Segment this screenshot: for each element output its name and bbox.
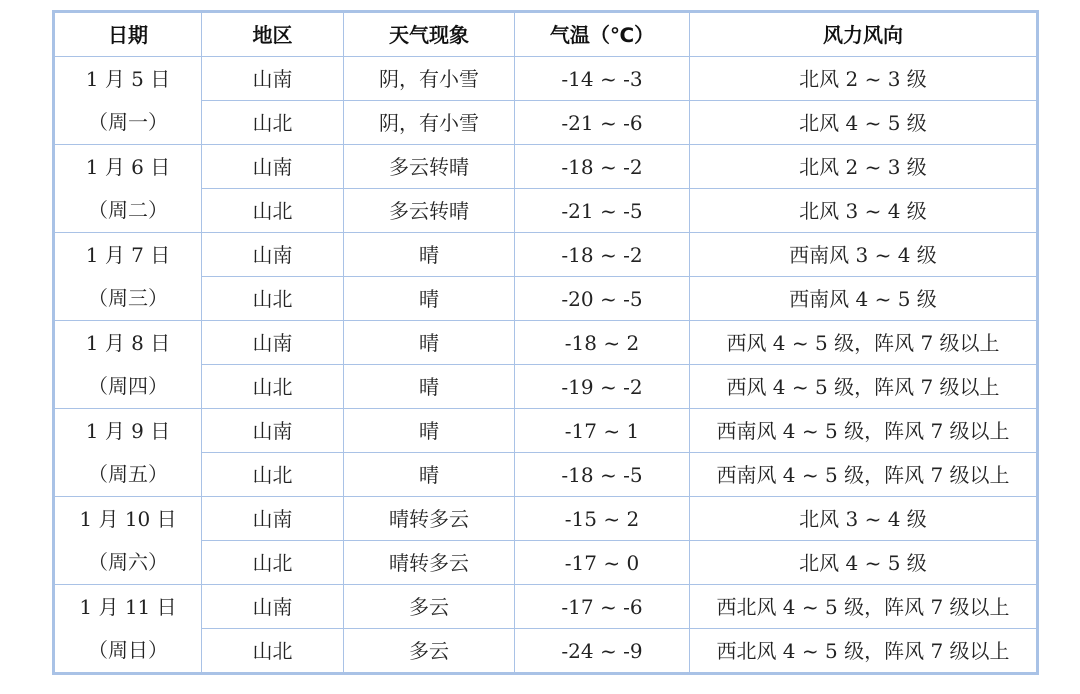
weather-forecast-table [52,10,1039,675]
weekday-label: （周一） [88,110,168,134]
table-row [54,233,1038,277]
weather-cell: 阴，有小雪 [344,57,515,101]
wind-cell: 西南风 3 ~ 4 级 [690,233,1038,277]
weekday-label: （周六） [88,550,168,574]
temperature-cell: -20 ~ -5 [515,277,690,321]
table-row [54,57,1038,101]
region-cell: 山北 [202,541,344,585]
temperature-cell: -18 ~ -5 [515,453,690,497]
weather-cell: 多云转晴 [344,145,515,189]
weather-cell: 多云转晴 [344,189,515,233]
date-stack [55,146,201,232]
date-stack [55,410,201,496]
region-cell: 山南 [202,497,344,541]
date-stack [55,498,201,584]
region-cell: 山北 [202,629,344,674]
region-cell: 山北 [202,189,344,233]
weather-cell: 晴 [344,233,515,277]
table-row [54,321,1038,365]
table-body [54,57,1038,674]
weather-cell: 多云 [344,585,515,629]
table-header-row [54,12,1038,57]
region-cell: 山南 [202,57,344,101]
table-row [54,629,1038,674]
header-temperature: 气温（℃） [515,12,690,57]
weather-cell: 阴，有小雪 [344,101,515,145]
region-cell: 山南 [202,409,344,453]
temperature-cell: -14 ~ -3 [515,57,690,101]
header-weather: 天气现象 [344,12,515,57]
date-stack [55,234,201,320]
temperature-cell: -18 ~ 2 [515,321,690,365]
weather-cell: 晴 [344,453,515,497]
weather-cell: 晴 [344,321,515,365]
temperature-cell: -15 ~ 2 [515,497,690,541]
date-cell [54,497,202,585]
temperature-cell: -19 ~ -2 [515,365,690,409]
temperature-cell: -24 ~ -9 [515,629,690,674]
table-row [54,101,1038,145]
date-cell [54,145,202,233]
table-row [54,497,1038,541]
date-cell [54,409,202,497]
wind-cell: 西风 4 ~ 5 级，阵风 7 级以上 [690,365,1038,409]
wind-cell: 北风 3 ~ 4 级 [690,189,1038,233]
weekday-label: （周五） [88,462,168,486]
wind-cell: 北风 3 ~ 4 级 [690,497,1038,541]
weather-cell: 多云 [344,629,515,674]
temperature-cell: -21 ~ -5 [515,189,690,233]
wind-cell: 西风 4 ~ 5 级，阵风 7 级以上 [690,321,1038,365]
header-wind: 风力风向 [690,12,1038,57]
temperature-cell: -21 ~ -6 [515,101,690,145]
date-stack [55,58,201,144]
table-row [54,453,1038,497]
region-cell: 山北 [202,277,344,321]
table-row [54,541,1038,585]
table-row [54,409,1038,453]
weather-cell: 晴 [344,365,515,409]
date-label: 1 月 9 日 [85,419,171,443]
wind-cell: 西南风 4 ~ 5 级，阵风 7 级以上 [690,409,1038,453]
wind-cell: 西南风 4 ~ 5 级，阵风 7 级以上 [690,453,1038,497]
region-cell: 山南 [202,145,344,189]
temperature-cell: -17 ~ 0 [515,541,690,585]
date-cell [54,321,202,409]
temperature-cell: -18 ~ -2 [515,145,690,189]
date-stack [55,586,201,672]
temperature-cell: -17 ~ -6 [515,585,690,629]
weekday-label: （周四） [88,374,168,398]
weather-cell: 晴 [344,277,515,321]
header-region: 地区 [202,12,344,57]
table-row [54,277,1038,321]
date-stack [55,322,201,408]
weather-cell: 晴 [344,409,515,453]
weekday-label: （周二） [88,198,168,222]
region-cell: 山南 [202,321,344,365]
temperature-cell: -17 ~ 1 [515,409,690,453]
date-label: 1 月 5 日 [85,67,171,91]
weather-cell: 晴转多云 [344,497,515,541]
wind-cell: 北风 4 ~ 5 级 [690,541,1038,585]
table-row [54,189,1038,233]
wind-cell: 西北风 4 ~ 5 级，阵风 7 级以上 [690,585,1038,629]
wind-cell: 北风 2 ~ 3 级 [690,145,1038,189]
table-row [54,585,1038,629]
region-cell: 山北 [202,453,344,497]
date-cell [54,233,202,321]
date-label: 1 月 10 日 [79,507,177,531]
region-cell: 山北 [202,101,344,145]
weekday-label: （周三） [88,286,168,310]
date-label: 1 月 11 日 [79,595,177,619]
weekday-label: （周日） [88,638,168,662]
forecast-table-container [52,10,1036,662]
date-label: 1 月 7 日 [85,243,171,267]
wind-cell: 北风 4 ~ 5 级 [690,101,1038,145]
wind-cell: 北风 2 ~ 3 级 [690,57,1038,101]
date-cell [54,585,202,674]
wind-cell: 西南风 4 ~ 5 级 [690,277,1038,321]
wind-cell: 西北风 4 ~ 5 级，阵风 7 级以上 [690,629,1038,674]
header-date: 日期 [54,12,202,57]
region-cell: 山北 [202,365,344,409]
date-label: 1 月 8 日 [85,331,171,355]
region-cell: 山南 [202,233,344,277]
table-row [54,365,1038,409]
date-label: 1 月 6 日 [85,155,171,179]
temperature-cell: -18 ~ -2 [515,233,690,277]
region-cell: 山南 [202,585,344,629]
table-row [54,145,1038,189]
weather-cell: 晴转多云 [344,541,515,585]
date-cell [54,57,202,145]
